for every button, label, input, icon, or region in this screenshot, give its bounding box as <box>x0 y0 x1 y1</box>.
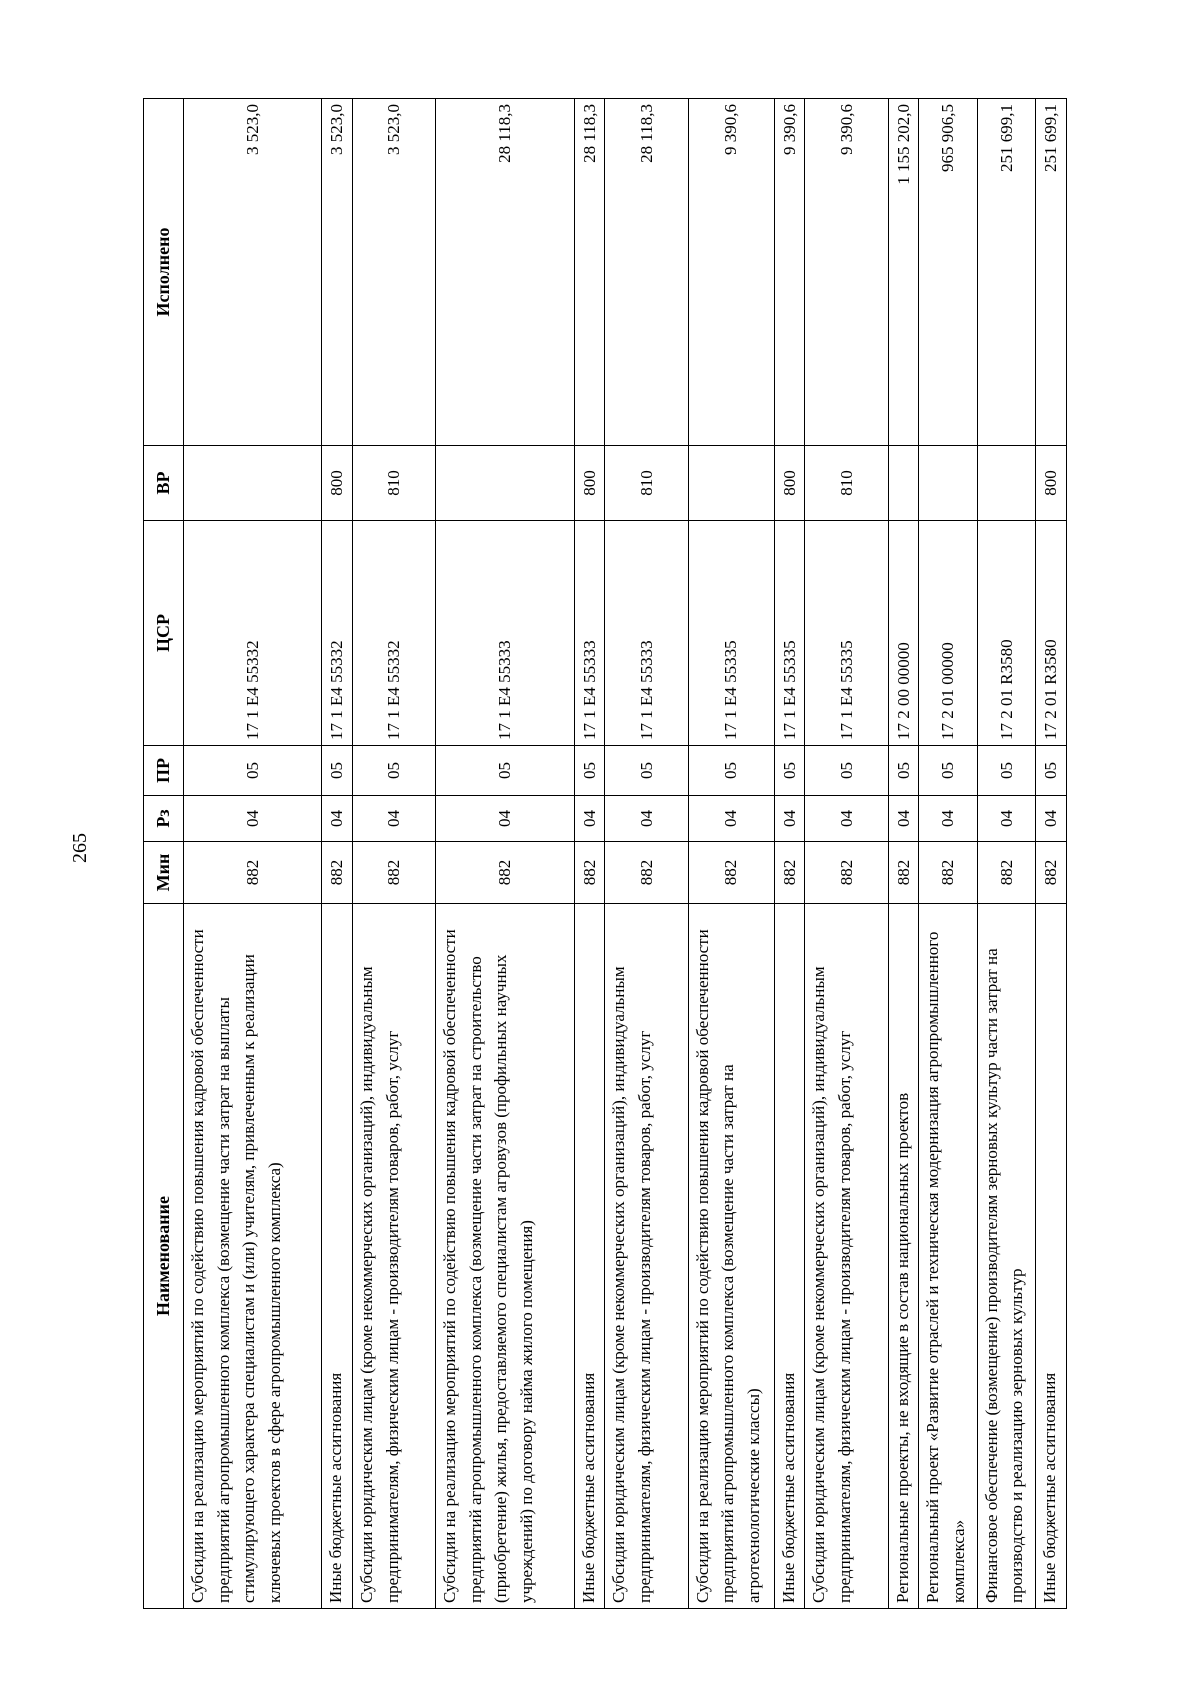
row-vr <box>688 446 774 521</box>
row-name: Региональный проект «Развитие отраслей и техническая модернизация агропромышленного комплекса» <box>919 904 977 1609</box>
row-min: 882 <box>919 842 977 904</box>
table-row <box>184 99 322 1609</box>
row-name: Субсидии юридическим лицам (кроме некоммерческих организаций), индивидуальным предпринимателям, физическим лицам - производителям товаров, работ, услуг <box>805 904 888 1609</box>
row-csr: 17 1 E4 55332 <box>184 521 322 746</box>
row-name: Иные бюджетные ассигнования <box>1036 904 1067 1609</box>
row-min: 882 <box>184 842 322 904</box>
row-pr: 05 <box>184 746 322 796</box>
row-name: Иные бюджетные ассигнования <box>774 904 805 1609</box>
row-pr: 05 <box>353 746 436 796</box>
header-min: Мин <box>144 842 184 904</box>
row-min: 882 <box>805 842 888 904</box>
row-rz: 04 <box>436 796 574 842</box>
header-rz: Рз <box>144 796 184 842</box>
row-vr: 800 <box>1036 446 1067 521</box>
row-executed: 251 699,1 <box>977 99 1035 446</box>
row-rz: 04 <box>322 796 353 842</box>
row-csr: 17 2 01 00000 <box>919 521 977 746</box>
row-name: Субсидии на реализацию мероприятий по содействию повышения кадровой обеспеченности предприятий агропромышленного комплекса (возмещение части затрат на строительство (приобретение) жилья, предоставляемого специалистам агровузов (профильных научных учреждений) по договору найма жилого помещения) <box>436 904 574 1609</box>
table-row <box>888 99 919 1609</box>
page-number: 265 <box>69 833 91 863</box>
row-executed: 3 523,0 <box>353 99 436 446</box>
row-name: Субсидии на реализацию мероприятий по содействию повышения кадровой обеспеченности предприятий агропромышленного комплекса (возмещение части затрат на выплаты стимулирующего характера специалистам и (или) учителям, привлеченным к реализации ключевых проектов в сфере агропромышленного комплекса) <box>184 904 322 1609</box>
row-executed: 28 118,3 <box>436 99 574 446</box>
row-csr: 17 2 00 00000 <box>888 521 919 746</box>
row-pr: 05 <box>805 746 888 796</box>
table-row <box>774 99 805 1609</box>
row-vr <box>888 446 919 521</box>
row-name: Субсидии юридическим лицам (кроме некоммерческих организаций), индивидуальным предпринимателям, физическим лицам - производителям товаров, работ, услуг <box>353 904 436 1609</box>
row-csr: 17 1 E4 55335 <box>774 521 805 746</box>
row-pr: 05 <box>919 746 977 796</box>
row-rz: 04 <box>605 796 688 842</box>
table-body <box>184 99 1067 1609</box>
row-vr <box>919 446 977 521</box>
row-rz: 04 <box>805 796 888 842</box>
row-pr: 05 <box>322 746 353 796</box>
row-min: 882 <box>688 842 774 904</box>
header-executed: Исполнено <box>144 99 184 446</box>
row-executed: 251 699,1 <box>1036 99 1067 446</box>
row-csr: 17 1 E4 55335 <box>805 521 888 746</box>
row-rz: 04 <box>888 796 919 842</box>
row-vr: 800 <box>574 446 605 521</box>
row-rz: 04 <box>977 796 1035 842</box>
table-row <box>605 99 688 1609</box>
row-csr: 17 1 E4 55333 <box>605 521 688 746</box>
row-pr: 05 <box>436 746 574 796</box>
row-csr: 17 1 E4 55332 <box>322 521 353 746</box>
row-executed: 1 155 202,0 <box>888 99 919 446</box>
budget-table <box>143 98 1067 1609</box>
row-rz: 04 <box>574 796 605 842</box>
table-row <box>1036 99 1067 1609</box>
row-pr: 05 <box>574 746 605 796</box>
row-name: Иные бюджетные ассигнования <box>574 904 605 1609</box>
row-pr: 05 <box>605 746 688 796</box>
row-csr: 17 2 01 R3580 <box>1036 521 1067 746</box>
row-vr: 810 <box>605 446 688 521</box>
table-row <box>574 99 605 1609</box>
row-csr: 17 1 E4 55333 <box>574 521 605 746</box>
row-rz: 04 <box>353 796 436 842</box>
row-rz: 04 <box>688 796 774 842</box>
table-row <box>919 99 977 1609</box>
row-min: 882 <box>774 842 805 904</box>
header-name: Наименование <box>144 904 184 1609</box>
row-min: 882 <box>977 842 1035 904</box>
table-row <box>353 99 436 1609</box>
row-vr <box>436 446 574 521</box>
row-name: Финансовое обеспечение (возмещение) производителям зерновых культур части затрат на производство и реализацию зерновых культур <box>977 904 1035 1609</box>
row-min: 882 <box>436 842 574 904</box>
table-row <box>436 99 574 1609</box>
row-executed: 28 118,3 <box>605 99 688 446</box>
table-row <box>977 99 1035 1609</box>
row-min: 882 <box>605 842 688 904</box>
row-pr: 05 <box>888 746 919 796</box>
row-executed: 28 118,3 <box>574 99 605 446</box>
row-csr: 17 2 01 R3580 <box>977 521 1035 746</box>
row-executed: 9 390,6 <box>688 99 774 446</box>
row-min: 882 <box>574 842 605 904</box>
row-name: Субсидии юридическим лицам (кроме некоммерческих организаций), индивидуальным предпринимателям, физическим лицам - производителям товаров, работ, услуг <box>605 904 688 1609</box>
row-rz: 04 <box>919 796 977 842</box>
row-csr: 17 1 E4 55333 <box>436 521 574 746</box>
budget-table-wrapper <box>143 99 1067 1609</box>
row-executed: 3 523,0 <box>184 99 322 446</box>
table-row <box>688 99 774 1609</box>
row-min: 882 <box>353 842 436 904</box>
row-vr <box>184 446 322 521</box>
row-rz: 04 <box>184 796 322 842</box>
table-row <box>322 99 353 1609</box>
row-executed: 9 390,6 <box>805 99 888 446</box>
row-min: 882 <box>1036 842 1067 904</box>
row-executed: 3 523,0 <box>322 99 353 446</box>
row-pr: 05 <box>1036 746 1067 796</box>
row-pr: 05 <box>688 746 774 796</box>
row-csr: 17 1 E4 55332 <box>353 521 436 746</box>
row-rz: 04 <box>1036 796 1067 842</box>
row-vr <box>977 446 1035 521</box>
header-csr: ЦСР <box>144 521 184 746</box>
header-vr: ВР <box>144 446 184 521</box>
row-min: 882 <box>322 842 353 904</box>
row-name: Иные бюджетные ассигнования <box>322 904 353 1609</box>
row-name: Региональные проекты, не входящие в состав национальных проектов <box>888 904 919 1609</box>
row-executed: 965 906,5 <box>919 99 977 446</box>
row-pr: 05 <box>774 746 805 796</box>
row-executed: 9 390,6 <box>774 99 805 446</box>
header-pr: ПР <box>144 746 184 796</box>
row-pr: 05 <box>977 746 1035 796</box>
table-header-row <box>144 99 184 1609</box>
row-min: 882 <box>888 842 919 904</box>
row-vr: 810 <box>353 446 436 521</box>
row-rz: 04 <box>774 796 805 842</box>
row-vr: 810 <box>805 446 888 521</box>
table-row <box>805 99 888 1609</box>
row-vr: 800 <box>774 446 805 521</box>
row-csr: 17 1 E4 55335 <box>688 521 774 746</box>
row-vr: 800 <box>322 446 353 521</box>
row-name: Субсидии на реализацию мероприятий по содействию повышения кадровой обеспеченности предприятий агропромышленного комплекса (возмещение части затрат на агротехнологические классы) <box>688 904 774 1609</box>
